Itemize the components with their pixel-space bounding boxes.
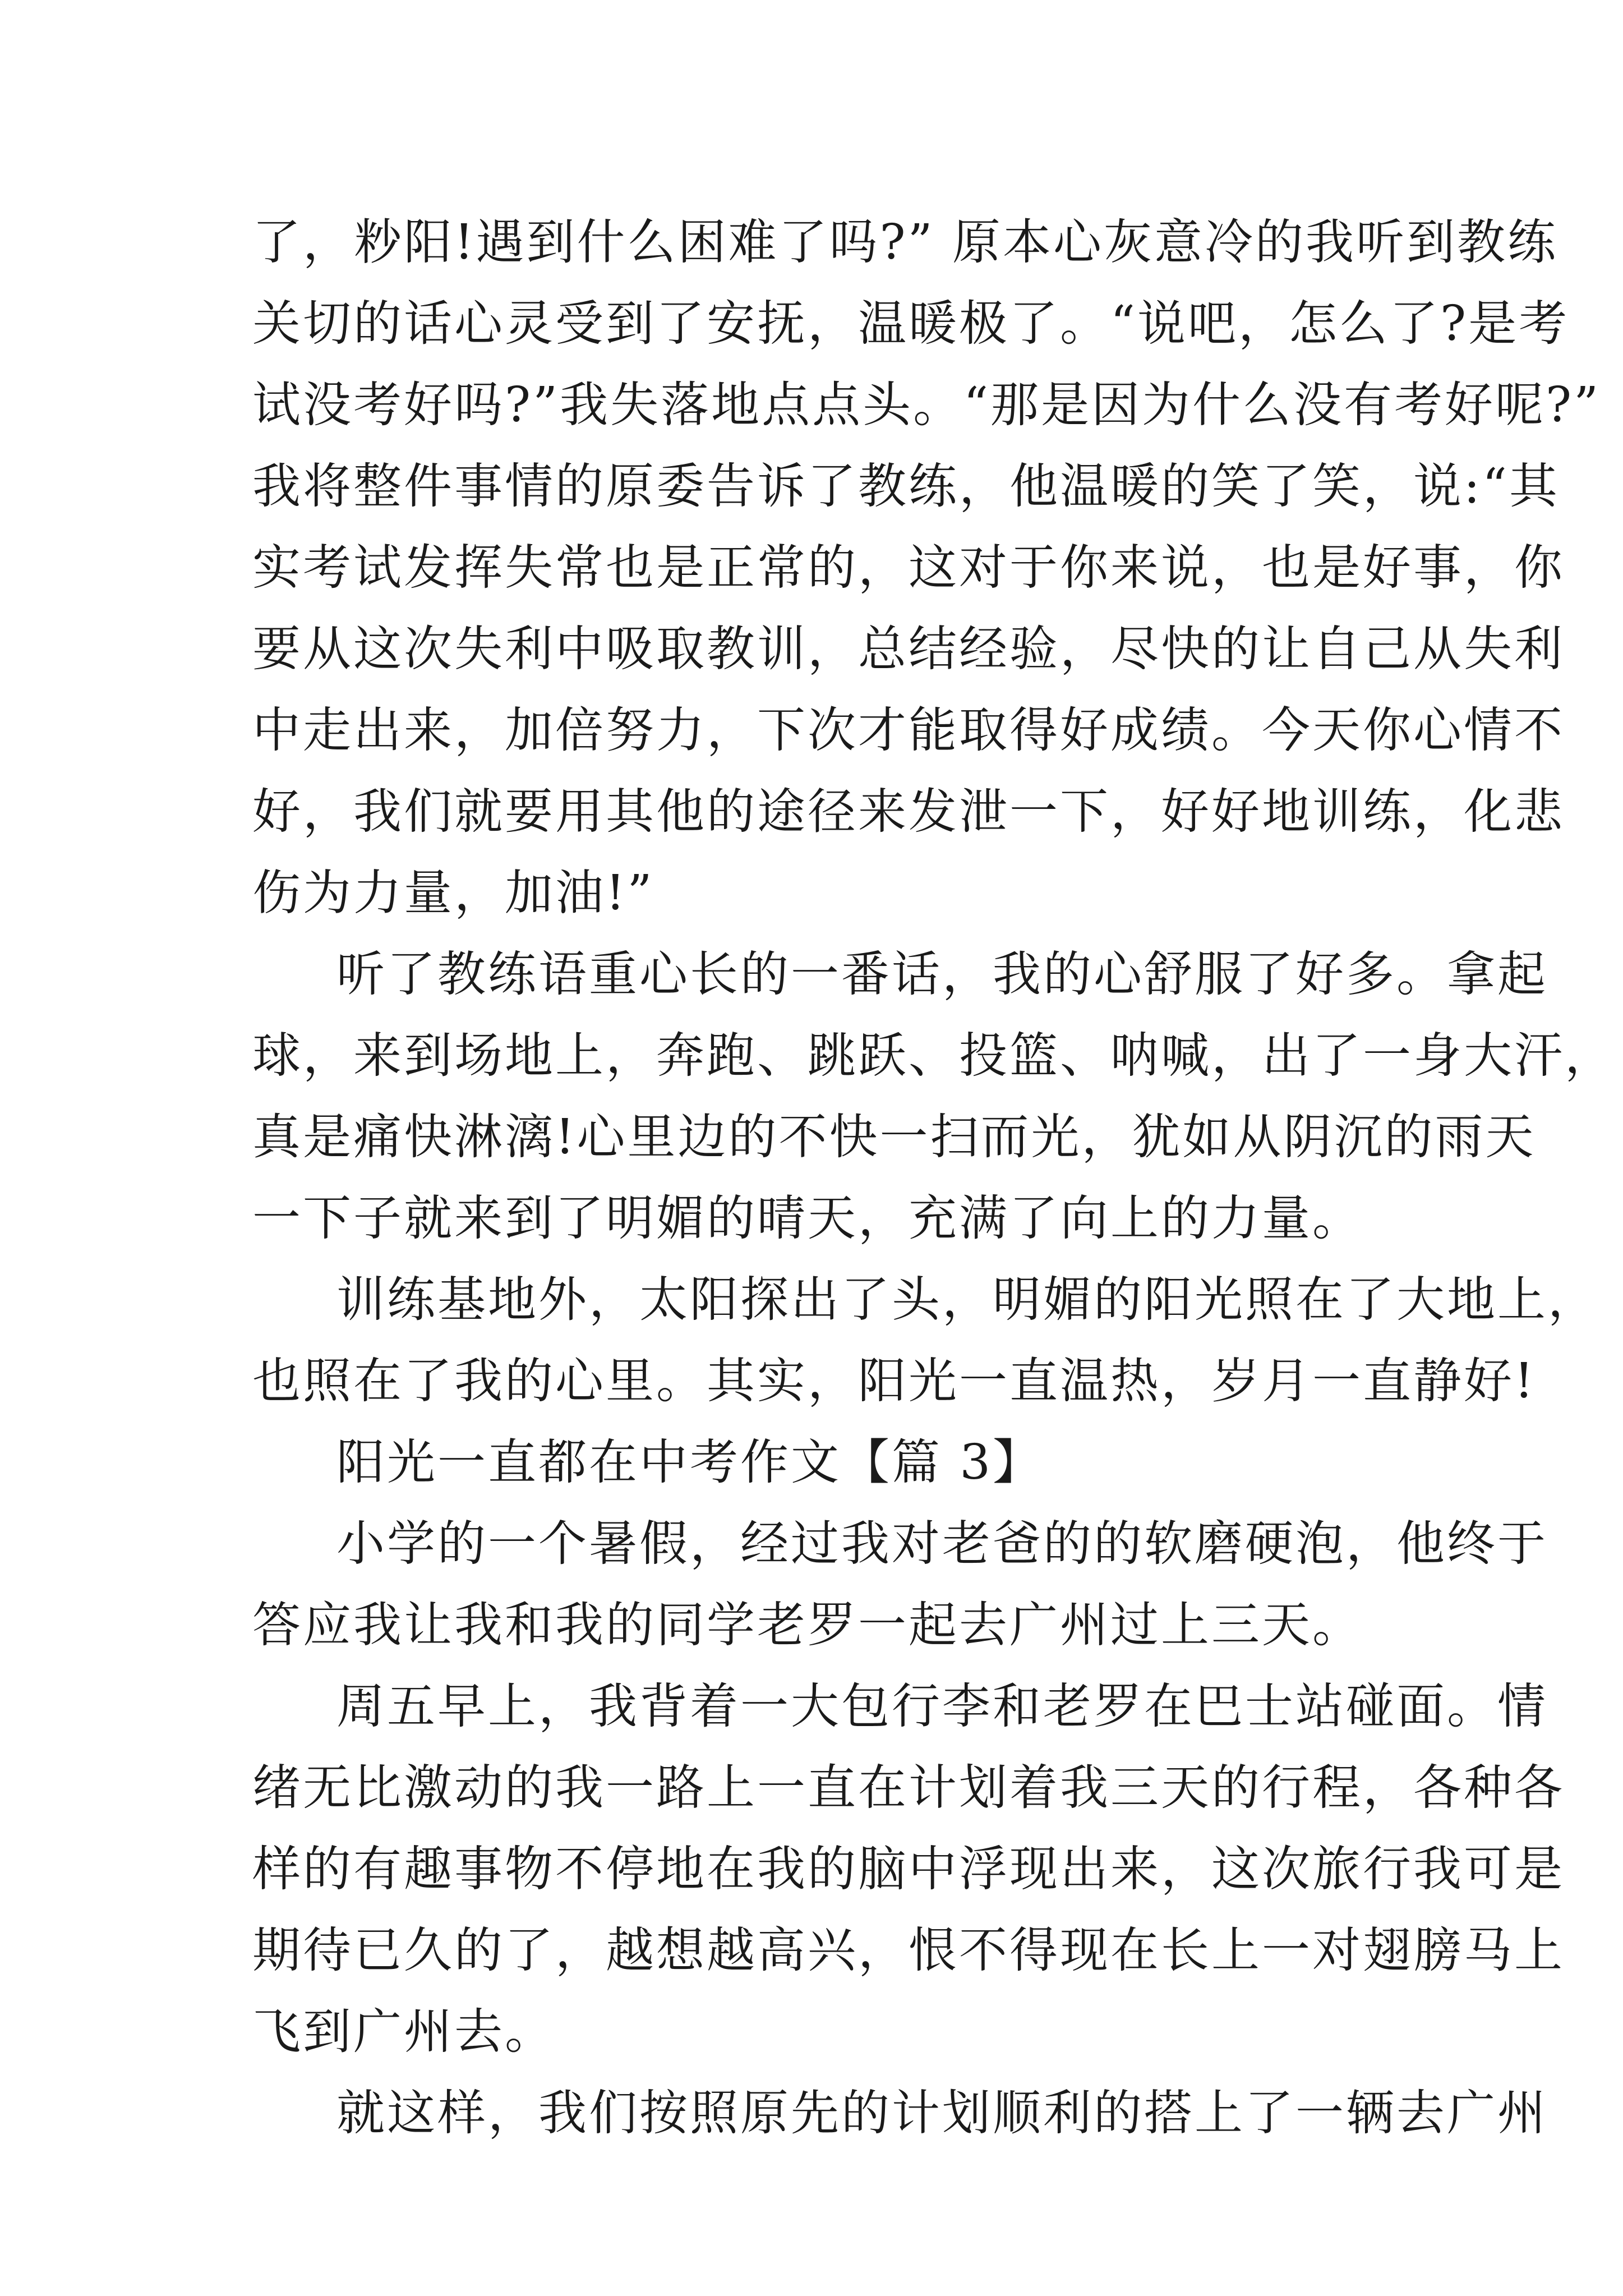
section-heading: 阳光一直都在中考作文【篇 3】 <box>336 1434 1044 1490</box>
text-line: 一下子就来到了明媚的晴天，充满了向上的力量。 <box>252 1190 1363 1246</box>
text-line: 了，粆阳!遇到什么困难了吗?” 原本心灰意冷的我听到教练 <box>252 214 1558 270</box>
text-line: 真是痛快淋漓!心里边的不快一扫而光，犹如从阴沉的雨天 <box>252 1109 1536 1165</box>
text-line: 我将整件事情的原委告诉了教练，他温暖的笑了笑，说:“其 <box>252 458 1560 514</box>
text-line: 期待已久的了，越想越高兴，恨不得现在长上一对翅膀马上 <box>252 1922 1565 1978</box>
essay-body <box>252 202 1615 2154</box>
text-line: 关切的话心灵受到了安抚，温暖极了。“说吧，怎么了?是考 <box>252 296 1570 352</box>
text-line: 答应我让我和我的同学老罗一起去广州过上三天。 <box>252 1597 1363 1653</box>
text-line: 要从这次失利中吸取教训，总结经验，尽快的让自己从失利 <box>252 621 1565 677</box>
text-line: 也照在了我的心里。其实，阳光一直温热，岁月一直静好! <box>252 1353 1536 1409</box>
text-line: 球，来到场地上，奔跑、跳跃、投篮、呐喊，出了一身大汗， <box>252 1028 1615 1084</box>
text-line: 中走出来，加倍努力，下次才能取得好成绩。今天你心情不 <box>252 702 1565 758</box>
text-line: 试没考好吗?”我失落地点点头。“那是因为什么没有考好呢?” <box>252 377 1601 433</box>
text-line: 样的有趣事物不停地在我的脑中浮现出来，这次旅行我可是 <box>252 1841 1565 1897</box>
paragraph-start-line: 小学的一个暑假，经过我对老爸的的软磨硬泡，他终于 <box>336 1516 1548 1572</box>
text-line: 绪无比激动的我一路上一直在计划着我三天的行程，各种各 <box>252 1760 1565 1816</box>
paragraph-start-line: 听了教练语重心长的一番话，我的心舒服了好多。拿起 <box>336 946 1548 1002</box>
paragraph-start-line: 训练基地外，太阳探出了头，明媚的阳光照在了大地上， <box>336 1272 1598 1328</box>
paragraph-start-line: 就这样，我们按照原先的计划顺利的搭上了一辆去广州 <box>336 2085 1548 2141</box>
paragraph-start-line: 周五早上，我背着一大包行李和老罗在巴士站碰面。情 <box>336 1678 1548 1734</box>
text-line: 实考试发挥失常也是正常的，这对于你来说，也是好事，你 <box>252 540 1565 596</box>
text-line: 伤为力量，加油!” <box>252 865 654 921</box>
text-line: 飞到广州去。 <box>252 2004 555 2060</box>
text-line: 好，我们就要用其他的途径来发泄一下，好好地训练，化悲 <box>252 784 1565 840</box>
